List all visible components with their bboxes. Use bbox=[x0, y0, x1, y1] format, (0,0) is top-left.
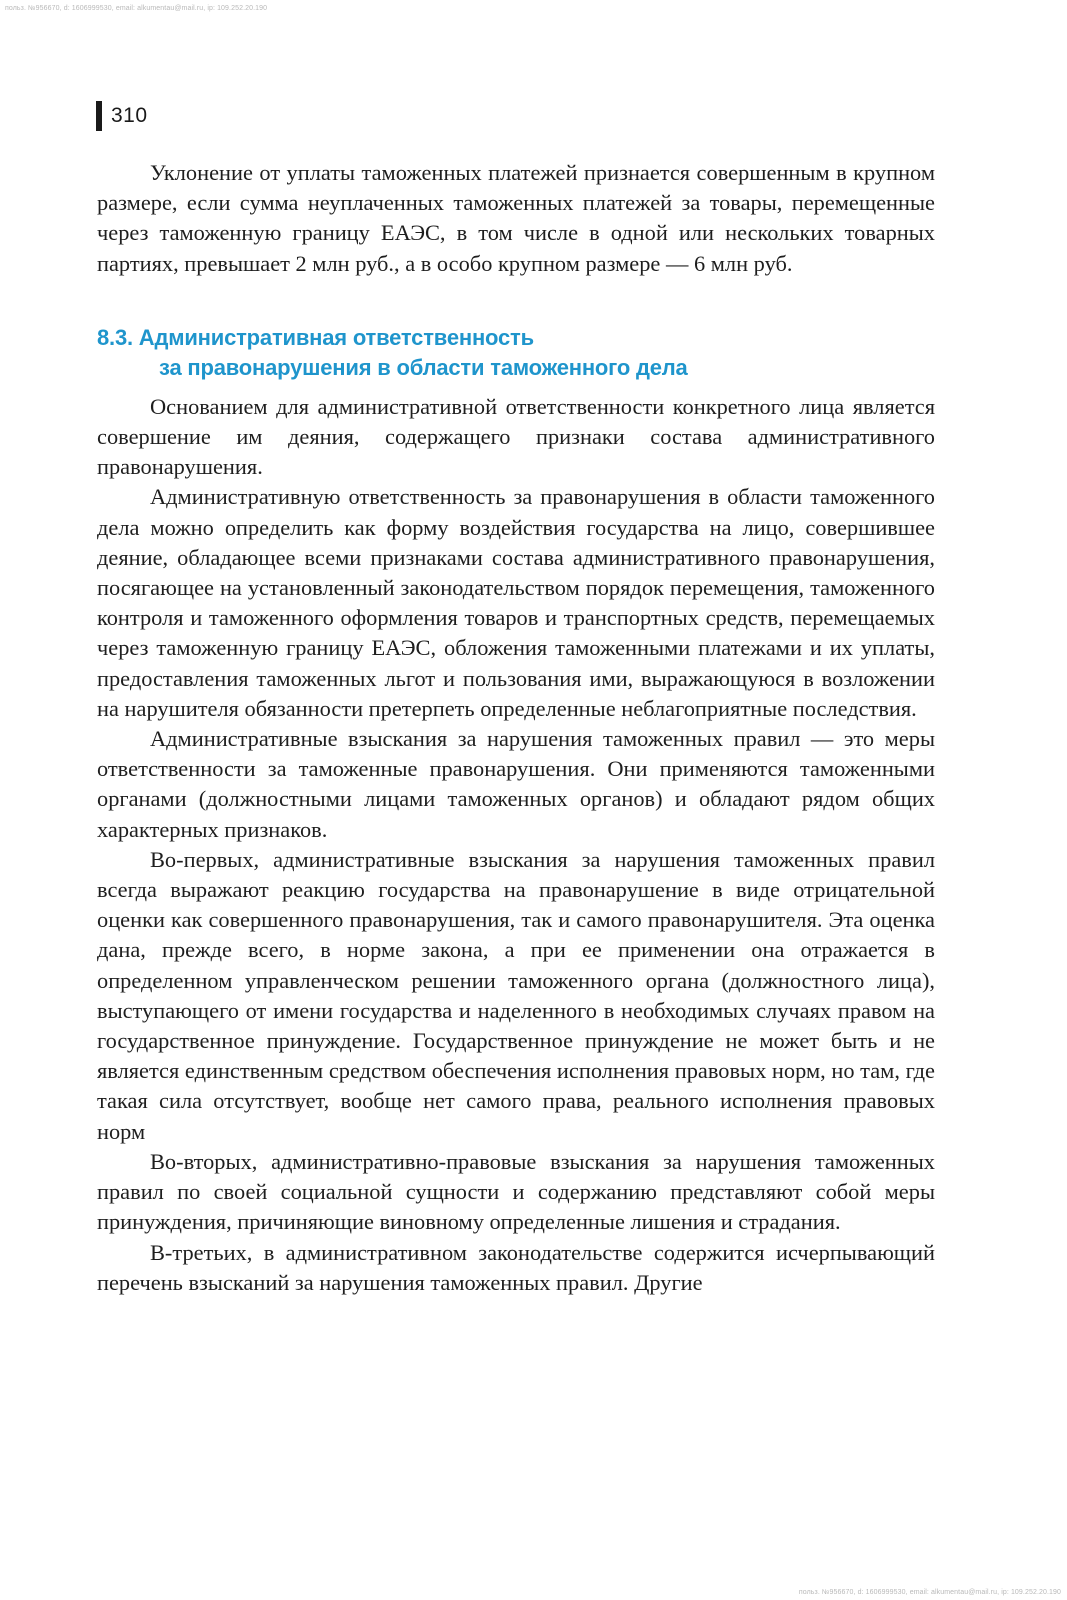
watermark-bottom: польз. №956670, d: 1606999530, email: alkumentau@mail.ru, ip: 109.252.20.190 bbox=[798, 1589, 1061, 1596]
paragraph: Основанием для административной ответственности конкретного лица является совершение им деяния, содержащего признаки состава административного правонарушения. bbox=[97, 393, 935, 480]
paragraph: В-третьих, в административном законодательстве содержится исчерпывающий перечень взысканий за нарушения таможенных правил. Другие bbox=[97, 1239, 935, 1295]
section-heading-line-1: 8.3. Административная ответственность bbox=[97, 324, 534, 350]
page-number: 310 bbox=[111, 104, 148, 127]
paragraph: Уклонение от уплаты таможенных платежей признается совершенным в крупном размере, если сумма неуплаченных таможенных платежей за товары, перемещенные через таможенную границу ЕАЭС, в том числе в одной или нескольких товарных партиях, превышает 2 млн руб., а в особо крупном размере — 6 млн руб. bbox=[97, 160, 935, 276]
paragraph: Во-вторых, административно-правовые взыскания за нарушения таможенных правил по своей социальной сущности и содержанию представляют собой меры принуждения, причиняющие виновному определенные лишения и страдания. bbox=[97, 1148, 935, 1235]
page-header bbox=[96, 101, 148, 131]
watermark-top: польз. №956670, d: 1606999530, email: alkumentau@mail.ru, ip: 109.252.20.190 bbox=[5, 5, 268, 12]
section-heading-line-2: за правонарушения в области таможенного дела bbox=[159, 354, 688, 380]
paragraph: Административные взыскания за нарушения таможенных правил — это меры ответственности за таможенные правонарушения. Они применяются таможенными органами (должностными лицами таможенных органов) и обладают рядом общих характерных признаков. bbox=[97, 726, 935, 842]
section-heading bbox=[97, 323, 935, 383]
header-bar bbox=[96, 101, 102, 131]
paragraph: Административную ответственность за правонарушения в области таможенного дела можно определить как форму воздействия государства на лицо, совершившее деяние, обладающее всеми признаками состава административного правонарушения, посягающее на установленный законодательством порядок перемещения, таможенного контроля и таможенного оформления товаров и транспортных средств, перемещаемых через таможенную границу ЕАЭС, обложения таможенными платежами и их уплаты, предоставления таможенных льгот и пользования ими, выражающуюся в возложении на нарушителя обязанности претерпеть определенные неблагоприятные последствия. bbox=[97, 484, 935, 721]
page-body bbox=[97, 158, 935, 1298]
paragraph: Во-первых, административные взыскания за нарушения таможенных правил всегда выражают реакцию государства на правонарушение в виде отрицательной оценки как совершенного правонарушения, так и самого правонарушителя. Эта оценка дана, прежде всего, в норме закона, а при ее применении она отражается в определенном управленческом решении таможенного органа (должностного лица), выступающего от имени государства и наделенного в необходимых случаях правом на государственное принуждение. Государственное принуждение не может быть и не является единственным средством обеспечения исполнения правовых норм, но там, где такая сила отсутствует, вообще нет самого права, реального исполнения правовых норм bbox=[97, 846, 935, 1144]
